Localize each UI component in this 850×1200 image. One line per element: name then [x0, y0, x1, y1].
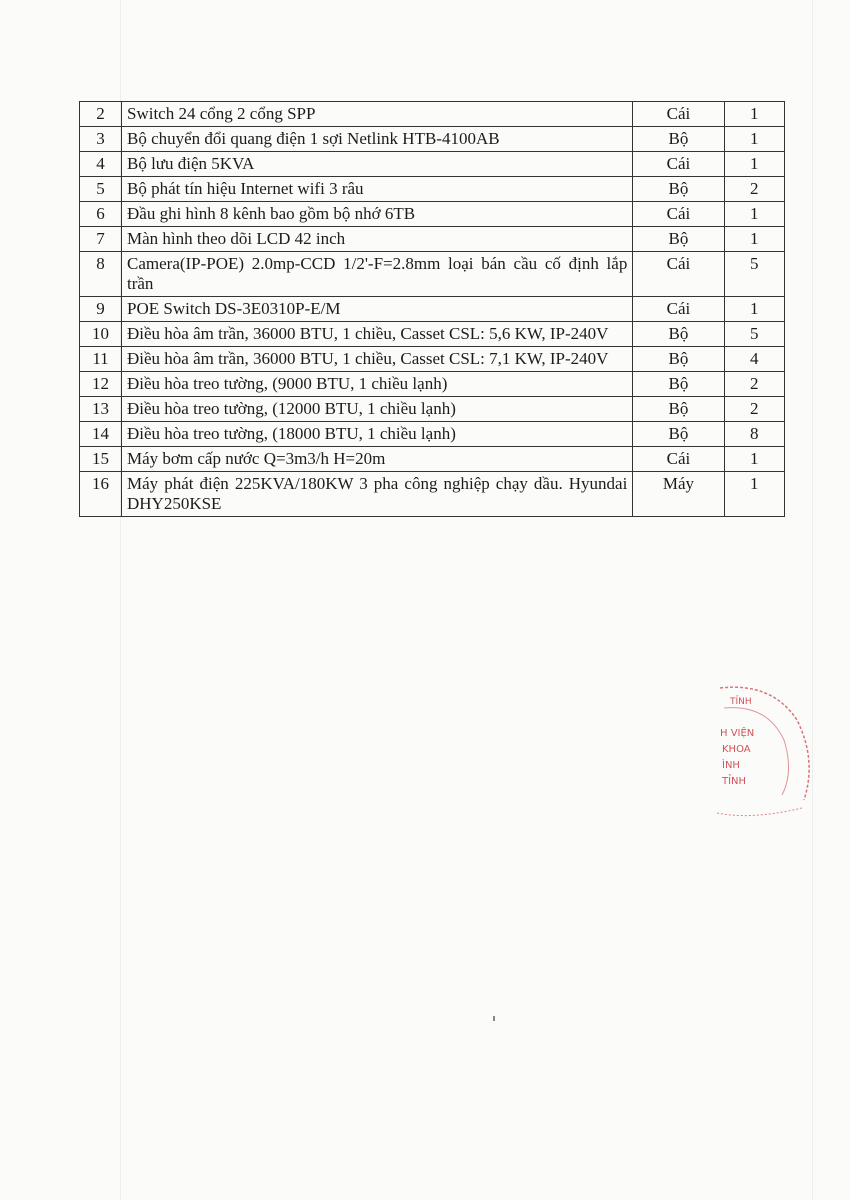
row-number: 12 [80, 372, 122, 397]
table-row [80, 297, 785, 322]
table-row [80, 472, 785, 517]
item-name: Đầu ghi hình 8 kênh bao gồm bộ nhớ 6TB [122, 202, 633, 227]
stamp-line: ÌNH [722, 760, 740, 771]
row-number: 11 [80, 347, 122, 372]
item-name: Bộ lưu điện 5KVA [122, 152, 633, 177]
row-number: 3 [80, 127, 122, 152]
item-unit: Bộ [633, 177, 724, 202]
item-name: Máy phát điện 225KVA/180KW 3 pha công nghiệp chạy dầu. Hyundai DHY250KSE [122, 472, 633, 517]
stamp-line: KHOA [722, 744, 751, 755]
item-quantity: 2 [724, 397, 784, 422]
scan-artifact [493, 1016, 495, 1021]
item-quantity: 8 [724, 422, 784, 447]
item-name: Bộ chuyển đổi quang điện 1 sợi Netlink HTB-4100AB [122, 127, 633, 152]
row-number: 8 [80, 252, 122, 297]
item-quantity: 5 [724, 322, 784, 347]
item-name: Camera(IP-POE) 2.0mp-CCD 1/2'-F=2.8mm loại bán cầu cố định lắp trần [122, 252, 633, 297]
table-row [80, 372, 785, 397]
row-number: 16 [80, 472, 122, 517]
item-quantity: 1 [724, 152, 784, 177]
row-number: 6 [80, 202, 122, 227]
item-unit: Bộ [633, 347, 724, 372]
row-number: 15 [80, 447, 122, 472]
row-number: 14 [80, 422, 122, 447]
table-row [80, 447, 785, 472]
item-name: Điều hòa treo tường, (12000 BTU, 1 chiều lạnh) [122, 397, 633, 422]
item-unit: Cái [633, 447, 724, 472]
item-unit: Cái [633, 202, 724, 227]
table-row [80, 127, 785, 152]
item-unit: Bộ [633, 372, 724, 397]
item-quantity: 1 [724, 202, 784, 227]
table-row [80, 152, 785, 177]
table-row [80, 227, 785, 252]
table-row [80, 177, 785, 202]
item-quantity: 1 [724, 297, 784, 322]
item-unit: Máy [633, 472, 724, 517]
item-name: POE Switch DS-3E0310P-E/M [122, 297, 633, 322]
item-quantity: 4 [724, 347, 784, 372]
row-number: 5 [80, 177, 122, 202]
item-name: Bộ phát tín hiệu Internet wifi 3 râu [122, 177, 633, 202]
item-quantity: 1 [724, 472, 784, 517]
item-name: Máy bơm cấp nước Q=3m3/h H=20m [122, 447, 633, 472]
item-unit: Cái [633, 102, 724, 127]
row-number: 9 [80, 297, 122, 322]
table-row [80, 102, 785, 127]
item-name: Switch 24 cổng 2 cổng SPP [122, 102, 633, 127]
item-quantity: 2 [724, 372, 784, 397]
item-unit: Bộ [633, 322, 724, 347]
row-number: 2 [80, 102, 122, 127]
stamp-line: H VIỆN [720, 728, 755, 739]
item-quantity: 5 [724, 252, 784, 297]
item-quantity: 1 [724, 102, 784, 127]
scan-artifact [812, 0, 813, 1200]
item-name: Điều hòa âm trần, 36000 BTU, 1 chiều, Casset CSL: 5,6 KW, IP-240V [122, 322, 633, 347]
item-name: Điều hòa treo tường, (9000 BTU, 1 chiều lạnh) [122, 372, 633, 397]
item-unit: Bộ [633, 227, 724, 252]
item-unit: Bộ [633, 422, 724, 447]
item-unit: Bộ [633, 397, 724, 422]
item-quantity: 2 [724, 177, 784, 202]
stamp-line: TỈNH [722, 776, 747, 787]
item-name: Điều hòa treo tường, (18000 BTU, 1 chiều lạnh) [122, 422, 633, 447]
item-name: Điều hòa âm trần, 36000 BTU, 1 chiều, Casset CSL: 7,1 KW, IP-240V [122, 347, 633, 372]
row-number: 10 [80, 322, 122, 347]
row-number: 4 [80, 152, 122, 177]
red-seal-stamp [712, 680, 832, 820]
item-unit: Bộ [633, 127, 724, 152]
item-quantity: 1 [724, 447, 784, 472]
table-row [80, 202, 785, 227]
item-unit: Cái [633, 297, 724, 322]
table-row [80, 322, 785, 347]
table-row [80, 252, 785, 297]
item-name: Màn hình theo dõi LCD 42 inch [122, 227, 633, 252]
table-row [80, 397, 785, 422]
equipment-table [79, 101, 785, 517]
item-unit: Cái [633, 252, 724, 297]
item-quantity: 1 [724, 127, 784, 152]
item-quantity: 1 [724, 227, 784, 252]
stamp-line: TỈNH [730, 697, 752, 707]
row-number: 13 [80, 397, 122, 422]
table-row [80, 422, 785, 447]
table-row [80, 347, 785, 372]
item-unit: Cái [633, 152, 724, 177]
row-number: 7 [80, 227, 122, 252]
